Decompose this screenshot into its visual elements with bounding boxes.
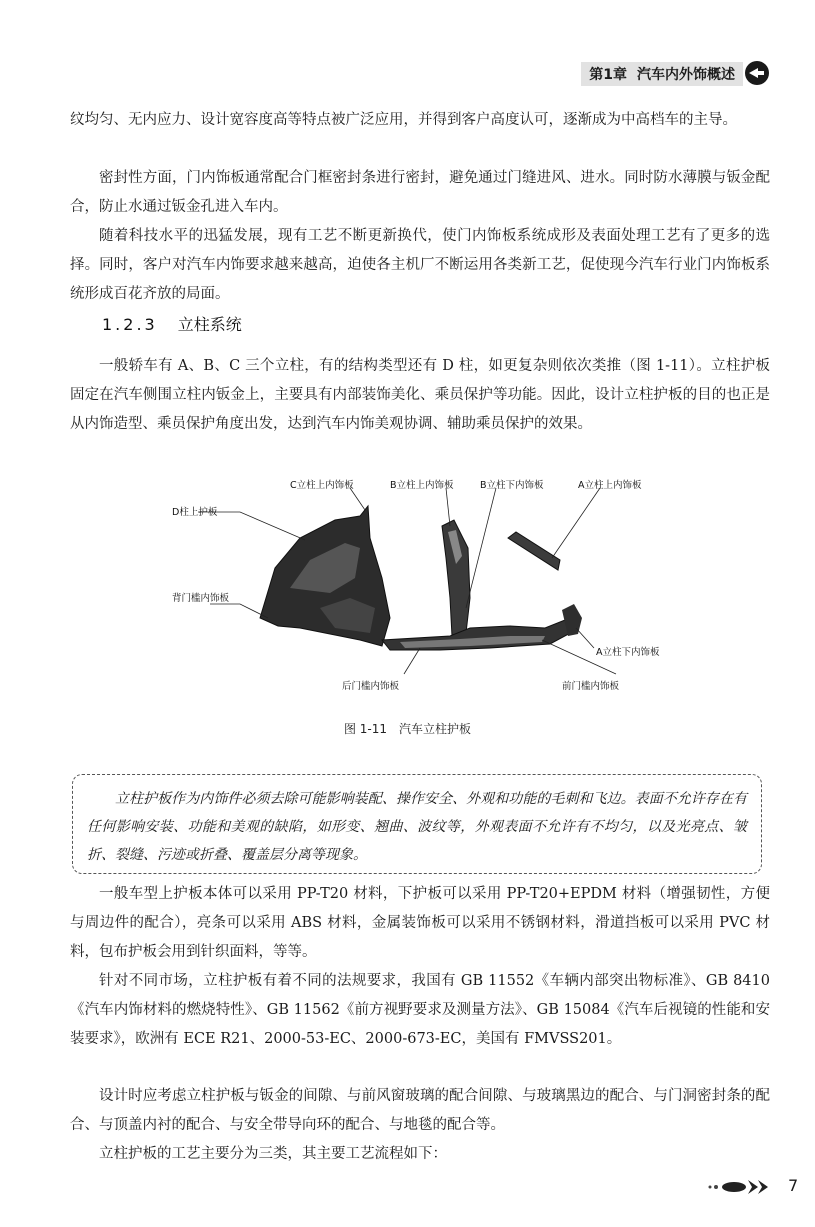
a-pillar-upper-shape: [508, 532, 560, 570]
note-text: 立柱护板作为内饰件必须去除可能影响装配、操作安全、外观和功能的毛刺和飞边。表面不允许存在有任何影响安装、功能和美观的缺陷，如形变、翘曲、波纹等，外观表面不允许有不均匀，以及光亮点、皱折、裂缝、污迹或折叠、覆盖层分离等现象。: [87, 791, 747, 863]
label-a-pillar-upper: A立柱上内饰板: [578, 480, 642, 491]
label-front-sill: 前门槛内饰板: [562, 681, 620, 692]
paragraph-1: 纹均匀、无内应力、设计宽容度高等特点被广泛应用，并得到客户高度认可，逐渐成为中高档车的主导。: [70, 112, 737, 128]
leader-rear-sill: [404, 648, 420, 674]
leader-a-upper: [552, 488, 600, 558]
leader-c-upper: [350, 488, 365, 510]
label-b-pillar-upper: B立柱上内饰板: [390, 480, 454, 491]
figure-caption: 图 1-11 汽车立柱护板: [343, 722, 472, 736]
pillar-trim-illustration: [150, 468, 690, 703]
page-arrow-icon: [706, 1177, 776, 1197]
paragraph-4: 一般轿车有 A、B、C 三个立柱，有的结构类型还有 D 柱，如更复杂则依次类推（图 1-11）。立柱护板固定在汽车侧围立柱内钣金上，主要具有内部装饰美化、乘员保护等功能。因此，设计立柱护板的目的也正是从内饰造型、乘员保护角度出发，达到汽车内饰美观协调、辅助乘员保护的效果。: [70, 358, 770, 432]
leader-tailgate-sill: [210, 604, 268, 618]
paragraph-5: 一般车型上护板本体可以采用 PP-T20 材料，下护板可以采用 PP-T20+EPDM 材料（增强韧性，方便与周边件的配合），亮条可以采用 ABS 材料，金属装饰板可以采用不锈钢材料，滑道挡板可以采用 PVC 材料，包布护板会用到针织面料，等等。: [70, 886, 770, 960]
chapter-title: [581, 62, 743, 86]
paragraph-6: 针对不同市场，立柱护板有着不同的法规要求，我国有 GB 11552《车辆内部突出物标准》、GB 8410《汽车内饰材料的燃烧特性》、GB 11562《前方视野要求及测量方法》、GB 15084《汽车后视镜的性能和安装要求》，欧洲有 ECE R21、2000-53-EC、2000-673-EC，美国有 FMVSS201。: [70, 973, 770, 1047]
chapter-name: 汽车内外饰概述: [637, 67, 735, 83]
label-tailgate-sill: 背门槛内饰板: [172, 593, 230, 604]
paragraph-8: 立柱护板的工艺主要分为三类，其主要工艺流程如下：: [99, 1146, 447, 1162]
leader-b-lower: [466, 488, 496, 608]
paragraph-7: 设计时应考虑立柱护板与钣金的间隙、与前风窗玻璃的配合间隙、与玻璃黑边的配合、与门洞密封条的配合、与顶盖内衬的配合、与安全带导向环的配合、与地毯的配合等。: [70, 1088, 770, 1133]
page-number: 7: [788, 1176, 799, 1195]
paragraph-3: 随着科技水平的迅猛发展，现有工艺不断更新换代，使门内饰板系统成形及表面处理工艺有了更多的选择。同时，客户对汽车内饰要求越来越高，迫使各主机厂不断运用各类新工艺，促使现今汽车行业门内饰板系统形成百花齐放的局面。: [70, 228, 770, 302]
label-a-pillar-lower: A立柱下内饰板: [596, 647, 660, 658]
note-box: [72, 774, 762, 874]
section-heading: [102, 312, 242, 335]
label-d-pillar-upper: D柱上护板: [172, 507, 218, 518]
section-number: 1.2.3: [102, 315, 158, 334]
paragraph-2: 密封性方面，门内饰板通常配合门框密封条进行密封，避免通过门缝进风、进水。同时防水薄膜与钣金配合，防止水通过钣金孔进入车内。: [70, 170, 770, 215]
label-c-pillar-upper: C立柱上内饰板: [290, 480, 354, 491]
leader-b-upper: [446, 488, 450, 526]
label-rear-sill: 后门槛内饰板: [342, 681, 400, 692]
running-header: [0, 52, 815, 92]
pillar-trim-figure: [150, 468, 690, 703]
chapter-number: 第1章: [589, 67, 627, 83]
back-arrow-icon: [745, 61, 769, 85]
section-title: 立柱系统: [177, 315, 242, 334]
label-b-pillar-lower: B立柱下内饰板: [480, 480, 544, 491]
leader-a-lower: [576, 628, 594, 648]
